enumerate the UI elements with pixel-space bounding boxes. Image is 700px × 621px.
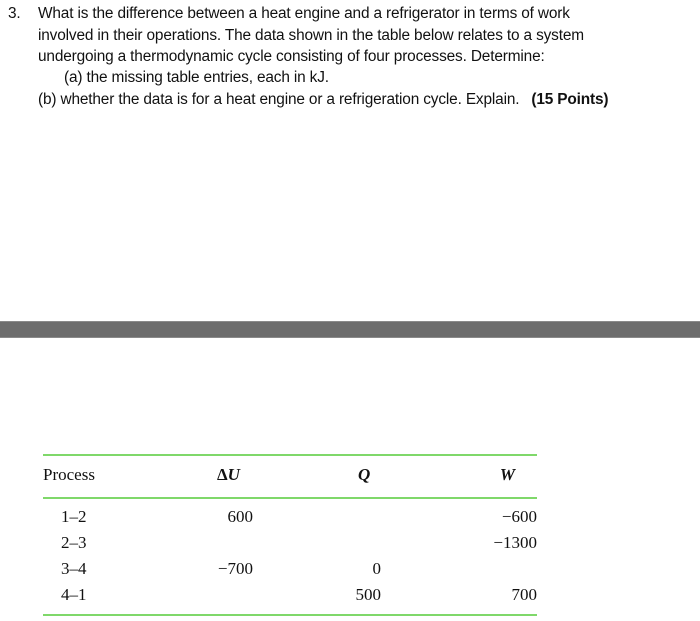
row-3-process: 3–4: [61, 559, 87, 578]
row-3-q: 0: [372, 559, 381, 578]
table-bottom-rule: [43, 614, 537, 616]
row-3-du: −700: [217, 559, 253, 578]
row-1-w: −600: [501, 507, 537, 526]
page-divider-bar: [0, 321, 700, 338]
header-u: U: [227, 465, 240, 484]
header-q: Q: [358, 465, 371, 484]
question-part-b-text: (b) whether the data is for a heat engine or a refrigeration cycle. Explain.: [38, 91, 520, 108]
table-header-rule: [43, 497, 537, 499]
question-line-1: What is the difference between a heat engine and a refrigerator in terms of work: [38, 5, 570, 22]
row-1-du: 600: [227, 507, 253, 526]
question-line-3: undergoing a thermodynamic cycle consisting of four processes. Determine:: [38, 48, 545, 65]
header-delta-u: [217, 465, 240, 485]
row-2-w: −1300: [493, 533, 537, 552]
question-part-b: [38, 90, 608, 110]
delta-symbol: Δ: [217, 465, 228, 484]
row-2-process: 2–3: [61, 533, 87, 552]
row-4-process: 4–1: [61, 585, 87, 604]
table-top-rule: [43, 454, 537, 456]
question-line-2: involved in their operations. The data shown in the table below relates to a system: [38, 27, 584, 44]
header-process: Process: [43, 465, 95, 484]
header-w: W: [499, 465, 515, 484]
row-4-q: 500: [355, 585, 381, 604]
row-4-w: 700: [511, 585, 537, 604]
row-1-process: 1–2: [61, 507, 87, 526]
points-label: (15 Points): [531, 91, 609, 108]
question-number: 3.: [8, 5, 21, 22]
question-part-a: (a) the missing table entries, each in kJ.: [64, 69, 329, 86]
process-table: [43, 454, 537, 617]
